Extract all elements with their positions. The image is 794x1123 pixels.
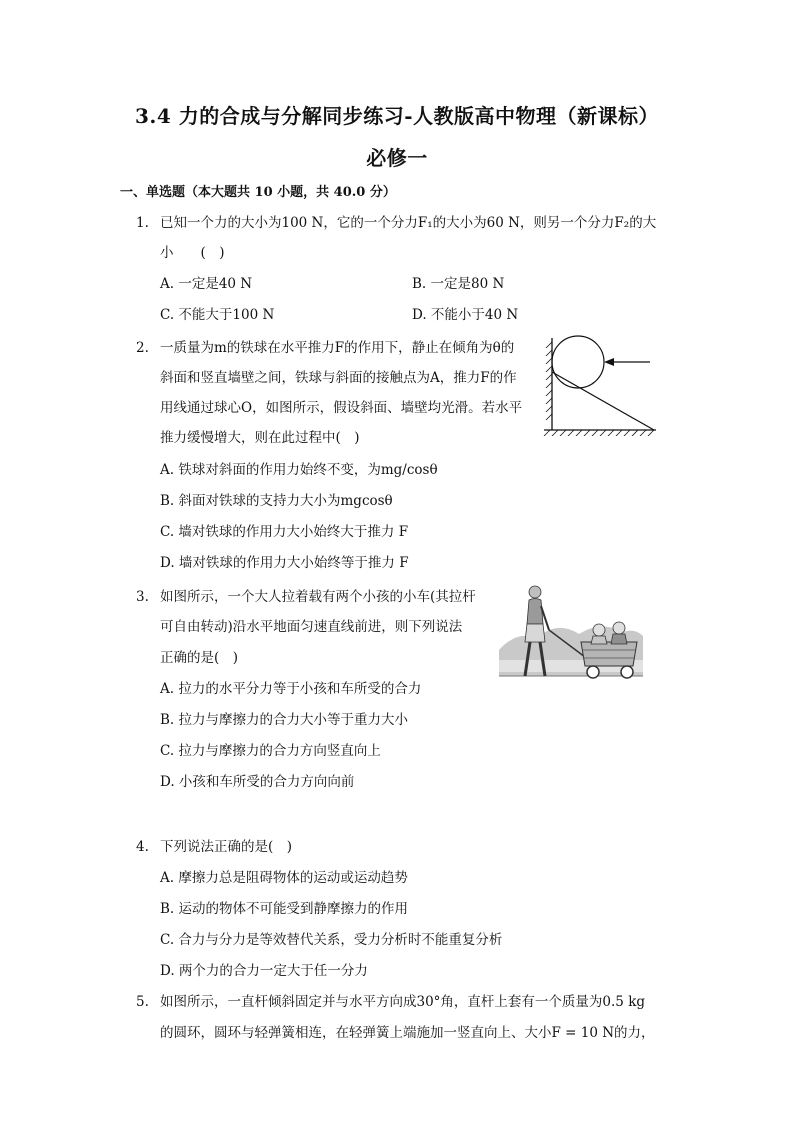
question-3-option-b[interactable]: B. 拉力与摩擦力的合力大小等于重力大小 [160, 712, 409, 728]
question-1-option-c[interactable]: C. 不能大于100 N [160, 307, 275, 323]
question-2-stem-line: 用线通过球心O，如图所示，假设斜面、墙壁均光滑。若水平 [160, 400, 523, 416]
question-3-number: 3. [136, 589, 149, 605]
question-2-option-b[interactable]: B. 斜面对铁球的支持力大小为mgcosθ [160, 493, 393, 509]
question-1-number: 1. [136, 215, 149, 231]
question-3-stem-line: 如图所示，一个大人拉着载有两个小孩的小车(其拉杆 [160, 589, 476, 605]
question-3-option-c[interactable]: C. 拉力与摩擦力的合力方向竖直向上 [160, 743, 381, 759]
question-1-stem-line: 小 ( ) [160, 245, 225, 261]
question-4-option-d[interactable]: D. 两个力的合力一定大于任一分力 [160, 963, 368, 979]
question-2-option-d[interactable]: D. 墙对铁球的作用力大小始终等于推力 F [160, 555, 409, 571]
question-5-stem-line: 的圆环，圆环与轻弹簧相连，在轻弹簧上端施加一竖直向上、大小F = 10 N的力， [160, 1025, 655, 1041]
question-1-stem-line: 已知一个力的大小为100 N，它的一个分力F₁的大小为60 N，则另一个分力F₂的大 [160, 215, 657, 231]
doc-title-line1: 3.4 力的合成与分解同步练习-人教版高中物理（新课标） [134, 104, 660, 128]
question-2-stem-line: 推力缓慢增大，则在此过程中( ) [160, 430, 360, 446]
adult-pulling-wagon-figure [497, 580, 645, 688]
question-3-stem-line: 正确的是( ) [160, 650, 239, 666]
question-2-stem-line: 一质量为m的铁球在水平推力F的作用下，静止在倾角为θ的 [160, 340, 515, 356]
question-4-number: 4. [136, 839, 149, 855]
wall-incline-ball-figure [540, 332, 662, 436]
question-2-option-a[interactable]: A. 铁球对斜面的作用力始终不变，为mg/cosθ [160, 462, 438, 478]
question-2-number: 2. [136, 340, 149, 356]
question-2-stem-line: 斜面和竖直墙壁之间，铁球与斜面的接触点为A，推力F的作 [160, 370, 517, 386]
question-4-option-c[interactable]: C. 合力与分力是等效替代关系，受力分析时不能重复分析 [160, 932, 503, 948]
question-4-option-b[interactable]: B. 运动的物体不可能受到静摩擦力的作用 [160, 901, 409, 917]
doc-title-line2: 必修一 [366, 146, 428, 170]
section-header: 一、单选题（本大题共 10 小题，共 40.0 分） [120, 185, 396, 200]
question-1-option-a[interactable]: A. 一定是40 N [160, 276, 253, 292]
question-3-stem-line: 可自由转动)沿水平地面匀速直线前进，则下列说法 [160, 619, 463, 635]
question-3-option-d[interactable]: D. 小孩和车所受的合力方向向前 [160, 774, 355, 790]
question-4-stem-line: 下列说法正确的是( ) [160, 839, 293, 855]
question-5-number: 5. [136, 994, 149, 1010]
question-1-option-b[interactable]: B. 一定是80 N [412, 276, 505, 292]
question-4-option-a[interactable]: A. 摩擦力总是阻碍物体的运动或运动趋势 [160, 870, 408, 886]
question-5-stem-line: 如图所示，一直杆倾斜固定并与水平方向成30°角，直杆上套有一个质量为0.5 kg [160, 994, 646, 1010]
question-1-option-d[interactable]: D. 不能小于40 N [412, 307, 519, 323]
question-2-option-c[interactable]: C. 墙对铁球的作用力大小始终大于推力 F [160, 524, 409, 540]
question-3-option-a[interactable]: A. 拉力的水平分力等于小孩和车所受的合力 [160, 681, 422, 697]
